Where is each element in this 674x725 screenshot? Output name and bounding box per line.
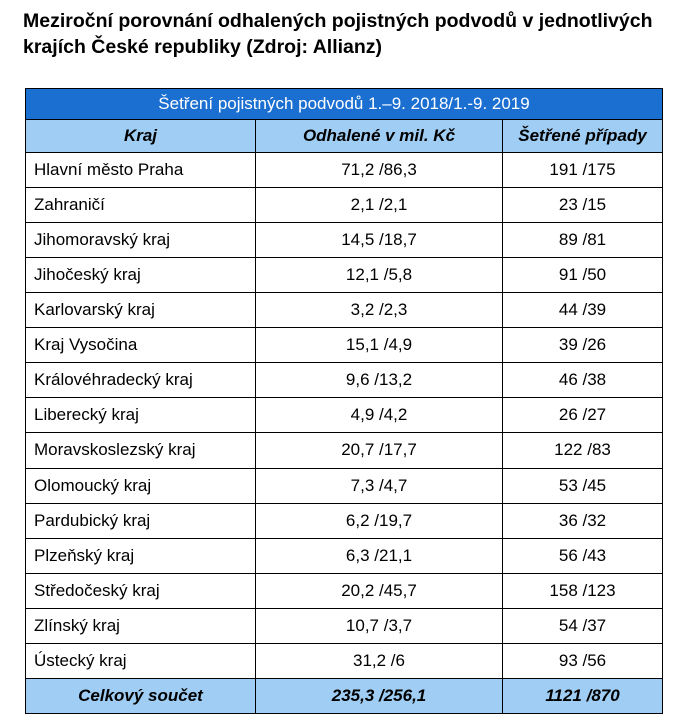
investigated-cases-cell: 56 /43 [503,538,663,573]
detected-amount-cell: 15,1 /4,9 [256,328,503,363]
table-row [26,433,663,468]
table-row [26,398,663,433]
table-row [26,293,663,328]
table-total-row [26,678,663,713]
page-title: Meziroční porovnání odhalených pojistných podvodů v jednotlivých krajích České republiky (Zdroj: Allianz) [23,10,653,58]
detected-amount-cell: 20,2 /45,7 [256,573,503,608]
region-cell: Zahraničí [26,188,256,223]
region-cell: Zlínský kraj [26,608,256,643]
detected-amount-cell: 14,5 /18,7 [256,223,503,258]
total-cases-cell: 1121 /870 [503,678,663,713]
region-cell: Hlavní město Praha [26,152,256,187]
investigated-cases-cell: 46 /38 [503,363,663,398]
investigated-cases-cell: 53 /45 [503,468,663,503]
detected-amount-cell: 3,2 /2,3 [256,293,503,328]
investigated-cases-cell: 39 /26 [503,328,663,363]
detected-amount-cell: 6,2 /19,7 [256,503,503,538]
region-cell: Královéhradecký kraj [26,363,256,398]
detected-amount-cell: 20,7 /17,7 [256,433,503,468]
investigated-cases-cell: 93 /56 [503,643,663,678]
investigated-cases-cell: 91 /50 [503,258,663,293]
investigated-cases-cell: 191 /175 [503,152,663,187]
table-row [26,503,663,538]
detected-amount-cell: 31,2 /6 [256,643,503,678]
region-cell: Karlovarský kraj [26,293,256,328]
investigated-cases-cell: 23 /15 [503,188,663,223]
investigated-cases-cell: 36 /32 [503,503,663,538]
table-row [26,328,663,363]
region-cell: Středočeský kraj [26,573,256,608]
region-cell: Jihočeský kraj [26,258,256,293]
table-row [26,258,663,293]
detected-amount-cell: 4,9 /4,2 [256,398,503,433]
region-cell: Olomoucký kraj [26,468,256,503]
total-amount-cell: 235,3 /256,1 [256,678,503,713]
region-cell: Plzeňský kraj [26,538,256,573]
detected-amount-cell: 12,1 /5,8 [256,258,503,293]
region-cell: Ústecký kraj [26,643,256,678]
detected-amount-cell: 9,6 /13,2 [256,363,503,398]
table-row [26,468,663,503]
detected-amount-cell: 10,7 /3,7 [256,608,503,643]
table-row [26,363,663,398]
detected-amount-cell: 2,1 /2,1 [256,188,503,223]
table-row [26,538,663,573]
total-label-cell: Celkový součet [26,678,256,713]
region-cell: Liberecký kraj [26,398,256,433]
detected-amount-cell: 6,3 /21,1 [256,538,503,573]
region-cell: Moravskoslezský kraj [26,433,256,468]
investigated-cases-cell: 89 /81 [503,223,663,258]
investigated-cases-cell: 122 /83 [503,433,663,468]
table-row [26,643,663,678]
region-cell: Pardubický kraj [26,503,256,538]
data-table [25,88,663,714]
column-header-setrene: Šetřené případy [503,119,663,152]
table-row [26,573,663,608]
detected-amount-cell: 71,2 /86,3 [256,152,503,187]
region-cell: Jihomoravský kraj [26,223,256,258]
table-row [26,188,663,223]
table-caption-row [26,89,663,120]
investigated-cases-cell: 158 /123 [503,573,663,608]
investigated-cases-cell: 44 /39 [503,293,663,328]
column-header-odhalene: Odhalené v mil. Kč [256,119,503,152]
table-row [26,223,663,258]
investigated-cases-cell: 54 /37 [503,608,663,643]
detected-amount-cell: 7,3 /4,7 [256,468,503,503]
table-row [26,608,663,643]
table-caption: Šetření pojistných podvodů 1.–9. 2018/1.-9. 2019 [26,89,663,120]
table-header-row [26,119,663,152]
table-row [26,152,663,187]
investigated-cases-cell: 26 /27 [503,398,663,433]
region-cell: Kraj Vysočina [26,328,256,363]
column-header-kraj: Kraj [26,119,256,152]
